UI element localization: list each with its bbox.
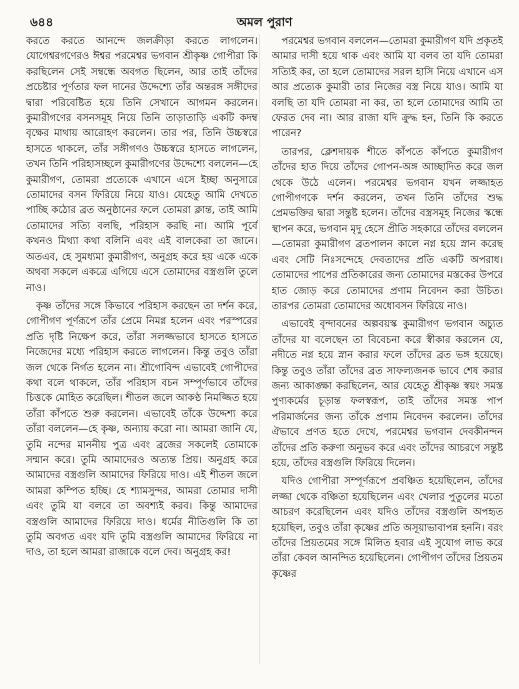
paragraph: পরমেশ্বর ভগবান বললেন—তোমরা কুমারীগণ যদি প্রকৃতই আমার দাসী হয়ে থাক এবং আমি যা বলব তা যদি তোমরা সত্যিই কর, তা হলে তোমাদের সরল হাসি নিয়ে এখানে এস আর প্রত্যেক কুমারী তার নিজের বস্ত্র নিয়ে যাও। আমি যা বলছি তা যদি তোমরা না কর, তা হলে তোমাদের আমি তা ফেরত দেব না। আর রাজা যদি ক্রুদ্ধ হন, তিনি কি করতে পারেন?: [271, 36, 503, 140]
text-columns: [26, 34, 503, 674]
paragraph: কৃষ্ণ তাঁদের সঙ্গে কিভাবে পরিহাস করছেন তা দর্শন করে, গোপীগণ পূর্ণরূপে তাঁর প্রেমে নিমগ্ন হলেন এবং পরস্পরের প্রতি দৃষ্টি নিক্ষেপ করে, তাঁরা সলজ্জভাবে হাসতে হাসতে নিজেদের মধ্যে পরিহাস করতে লাগলেন। কিন্তু তবুও তাঁরা জল থেকে নির্গত হলেন না। শ্রীগোবিন্দ এভাবেই গোপীদের কথা বলে থাকলে, তাঁর পরিহাস বচন সম্পূর্ণভাবে তাঁদের চিত্তকে মোহিত করেছিল। শীতল জলে আকণ্ঠ নিমজ্জিত হয়ে তাঁরা কাঁপতে শুরু করলেন। এভাবেই তাঁকে উদ্দেশ্য করে তাঁরা বললেন—হে কৃষ্ণ, অন্যায় করো না। আমরা জানি যে, তুমি নন্দের মাননীয় পুত্র এবং ব্রজের সকলেই তোমাকে সম্মান করে। তুমি আমাদেরও অত্যন্ত প্রিয়। অনুগ্রহ করে আমাদের বস্ত্রগুলি আমাদের ফিরিয়ে দাও। এই শীতল জলে আমরা কম্পিত হচ্ছি। হে শ্যামসুন্দর, আমরা তোমার দাসী এবং তুমি যা বলবে তা অবশ্যই করব। কিন্তু আমাদের বস্ত্রগুলি আমাদের ফিরিয়ে দাও। ধর্মের নীতিগুলি কি তা তুমি অবগত এবং যদি তুমি বস্ত্রগুলি আমাদের ফিরিয়ে না দাও, তা হলে আমরা রাজাকে বলে দেব। অনুগ্রহ কর!: [26, 300, 258, 559]
page-header: [26, 10, 503, 34]
right-column: [272, 34, 504, 674]
page-number: ৬৪৪: [30, 15, 54, 29]
paragraph: তারপর, ক্লেশদায়ক শীতে কাঁপতে কাঁপতে কুমারীগণ তাঁদের হাত দিয়ে তাঁদের গোপন-অঙ্গ আচ্ছাদিত করে জল থেকে উঠে এলেন। পরমেশ্বর ভগবান যখন লজ্জাহত গোপীগণকে দর্শন করলেন, তখন তিনি তাঁদের শুদ্ধ প্রেমভক্তির দ্বারা সন্তুষ্ট হলেন। তাঁদের বস্ত্রসমূহ নিজের স্কন্ধে স্থাপন করে, ভগবান মৃদু হেসে প্রীতি সহকারে তাঁদের বললেন—তোমরা কুমারীগণ ব্রতপালন কালে নগ্ন হয়ে স্নান করেছ এবং সেটি নিঃসন্দেহে দেবতাদের প্রতি একটি অপরাধ। তোমাদের পাপের প্রতিকারের জন্য তোমাদের মস্তকের উপরে হাত জোড় করে তোমাদের প্রণাম নিবেদন করা উচিত। তারপর তোমরা তোমাদের অধোবসন ফিরিয়ে নাও।: [271, 146, 503, 312]
paragraph: করতে করতে আনন্দে জলক্রীড়া করতে লাগলেন। যোগেশ্বরগণেরও ঈশ্বর পরমেশ্বর ভগবান শ্রীকৃষ্ণ গোপীরা কি করছিলেন সেই সম্বন্ধে অবগত ছিলেন, আর তাই তাঁদের প্রচেষ্টার পূর্ণতার ফল দানের উদ্দেশ্যে তাঁর অন্তরঙ্গ সঙ্গীদের দ্বারা পরিবেষ্টিত হয়ে তিনি সেখানে আগমন করলেন। কুমারীগণের বসনসমূহ নিয়ে তিনি তাড়াতাড়ি একটি কদম্ব বৃক্ষের মাথায় আরোহণ করলেন। তার পর, তিনি উচ্চস্বরে হাসতে থাকলে, তাঁর সঙ্গীগণও উচ্চস্বরে হাসতে লাগলেন, তখন তিনি পরিহাসচ্ছলে কুমারীগণের উদ্দেশ্যে বললেন—হে কুমারীগণ, তোমরা প্রত্যেকে এখানে এসে ইচ্ছা অনুসারে তোমাদের বসন ফিরিয়ে নিয়ে যাও। যেহেতু আমি দেখতে পাচ্ছি কঠোর ব্রত অনুষ্ঠানের ফলে তোমরা ক্লান্ত, তাই আমি তোমাদের সত্যি বলছি, পরিহাস করছি না। আমি পূর্বে কখনও মিথ্যা কথা বলিনি এবং এই বালকেরা তা জানে। অতএব, হে সুমধ্যমা কুমারীগণ, অনুগ্রহ করে হয় একে একে অথবা সকলে একত্রে এগিয়ে এসে তোমাদের বস্ত্রগুলি তুলে নাও।: [26, 36, 258, 294]
left-column: [26, 34, 258, 674]
paragraph: যদিও গোপীরা সম্পূর্ণরূপে প্রবঞ্চিত হয়েছিলেন, তাঁদের লজ্জা থেকে বঞ্চিতা হয়েছিলেন এবং খেলার পুতুলের মতো আচরণ করেছিলেন এবং যদিও তাঁদের বস্ত্রগুলি অপহৃত হয়েছিল, তবুও তাঁরা কৃষ্ণের প্রতি অসূয়াভাবাপন্ন হননি। বরং তাঁদের প্রিয়তমের সঙ্গে মিলিত হবার এই সুযোগ লাভ করে তাঁরা কেবল আনন্দিত হয়েছিলেন। গোপীগণ তাঁদের প্রিয়তম কৃষ্ণের: [271, 476, 503, 580]
paragraph: এভাবেই বৃন্দাবনের অল্পবয়স্ক কুমারীগণ ভগবান অচ্যুত তাঁদের যা বলেছেন তা বিবেচনা করে স্বীকার করলেন যে, নদীতে নগ্ন হয়ে স্নান করার ফলে তাঁদের ব্রত ভঙ্গ হয়েছে। কিন্তু তবুও তাঁরা তাঁদের ব্রত সাফল্যজনক ভাবে শেষ করার জন্য আকাঙ্ক্ষা করছিলেন, আর যেহেতু শ্রীকৃষ্ণ স্বয়ং সমস্ত পুণ্যকর্মের চূড়ান্ত ফলস্বরূপ, তাই তাঁদের সমস্ত পাপ পরিমার্জনের জন্য তাঁকে প্রণাম নিবেদন করলেন। তাঁদের ঐভাবে প্রণত হতে দেখে, পরমেশ্বর ভগবান দেবকীনন্দন তাঁদের প্রতি করুণা অনুভব করে এবং তাঁদের আচরণে সন্তুষ্ট হয়ে, তাঁদের বস্ত্রগুলি ফিরিয়ে দিলেন।: [271, 319, 503, 469]
running-title: অমল পুরাণ: [236, 15, 293, 29]
column-divider: [259, 34, 260, 664]
